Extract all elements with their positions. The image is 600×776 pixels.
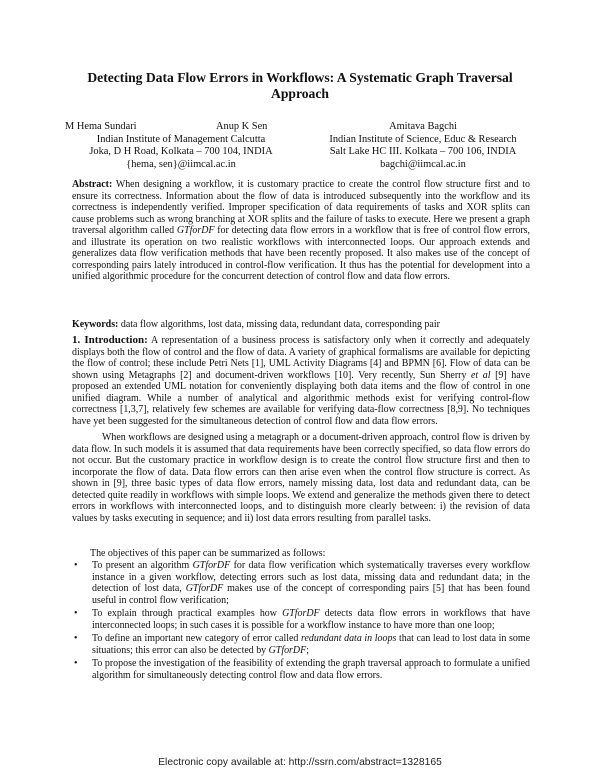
author-affiliation-iiser: Indian Institute of Science, Educ & Research [329, 133, 517, 145]
objective-3-text-b: that can lead to lost data in some situations; this error can also be detected by [92, 633, 531, 656]
author-group-iiser [298, 121, 548, 171]
introduction-paragraph [72, 335, 530, 427]
author-name-sen: Anup K Sen [216, 121, 268, 132]
objective-2-text-a: To explain through practical examples how [92, 608, 283, 620]
objective-2-text-b: detects data flow errors in workflows that have interconnected loops; in such cases it is possible for a workflow instance to have more than one loop; [92, 608, 530, 631]
second-paragraph: When workflows are designed using a metagraph or a document-driven approach, control flow is driven by data flow. In such models it is assumed that data requirements have been correctly specified, so data flow errors do not occur. But the customary practice in workflow design is to create the control flow structure first and then to incorporate the flow of data. Data flow errors can then arise even when the control flow structure is correct. As shown in [9], three basic types of data flow errors, namely missing data, lost data and redundant data, can be detected quite readily in workflows with simple loops. We extend and generalize the methods given there to detect errors in workflows with interconnected loops, and to distinguish more clearly between: i) the revision of data values by tasks executing in sequence; and ii) lost data errors resulting from parallel tasks. [72, 432, 530, 524]
author-group-iim [56, 121, 306, 171]
intro-text-2: [9] have proposed an extended UML notation for conveniently displaying both data items and the flow of control in one unified diagram. While a number of analytical and algorithmic methods exist for verifying control-flow correctness [1,3,7], relatively few schemes are available for verifying data-flow correctness [8,9]. No techniques have yet been suggested for the simultaneous detection of control flow and data flow errors. [72, 369, 530, 427]
objective-item-1 [72, 560, 530, 606]
keywords-text: data flow algorithms, lost data, missing data, redundant data, corresponding pair [118, 319, 440, 330]
objective-1-algo-2: GTforDF [185, 583, 224, 595]
abstract-algorithm-name: GTforDF [176, 225, 215, 237]
author-email-iiser: bagchi@iimcal.ac.in [380, 158, 466, 170]
objectives-intro: The objectives of this paper can be summarized as follows: [90, 548, 326, 559]
abstract-text-1: When designing a workflow, it is customary practice to create the control flow structure first and to ensure its correctness. Information about the flow of data is introduced subsequently into the workflow and its correctness is independently verified. Improper specification of data requirements of tasks and XOR splits can cause problems such as wrong branching at XOR splits and the failure of tasks to execute. Here we present a graph traversal algorithm called [72, 179, 530, 237]
bullet-icon: • [74, 560, 78, 571]
objective-1-text-c: makes use of the concept of corresponding pairs [5] that has been found useful in control flow verification; [92, 583, 530, 606]
keywords-label: Keywords: [72, 319, 119, 330]
section-heading-introduction: 1. Introduction: [72, 334, 148, 346]
author-name-sundari: M Hema Sundari [65, 121, 137, 132]
abstract [72, 179, 530, 283]
title-line-1: Detecting Data Flow Errors in Workflows: A Systematic Graph Traversal [87, 70, 513, 85]
objectives-list [72, 560, 530, 683]
objective-1-algo-1: GTforDF [192, 560, 231, 571]
objective-3-algo: GTforDF [268, 644, 307, 656]
objective-2-algo: GTforDF [282, 608, 320, 620]
author-address-iiser: Salt Lake HC III. Kolkata – 700 106, INDIA [329, 146, 517, 157]
author-email-iim: {hema, sen}@iimcal.ac.in [126, 158, 236, 170]
objective-3-term: redundant data in loops [301, 633, 397, 645]
bullet-icon: • [74, 658, 78, 670]
objective-3-text-a: To define an important new category of error called [92, 633, 301, 645]
author-affiliation-iim: Indian Institute of Management Calcutta [96, 133, 266, 145]
intro-etal: et al [471, 369, 491, 381]
author-address-iim: Joka, D H Road, Kolkata – 700 104, INDIA [89, 146, 273, 157]
objective-item-3 [72, 633, 530, 656]
objective-3-text-c: ; [306, 644, 309, 656]
abstract-label: Abstract: [72, 179, 113, 190]
bullet-icon: • [74, 608, 78, 620]
objective-4-text-a: To propose the investigation of the feasibility of extending the graph traversal approach to formulate a unified algorithm for simultaneously detecting control flow and data flow errors. [92, 658, 530, 681]
ssrn-footer: Electronic copy available at: http://ssrn.com/abstract=1328165 [158, 757, 442, 768]
intro-text-1: A representation of a business process is satisfactory only when it correctly and adequately displays both the flow of control and the flow of data. A variety of graphical formalisms are available for depicting the flow of control; these include Petri Nets [1], UML Activity Diagrams [4] and BPMN [6]. Flow of data can be shown using Metagraphs [2] and document-driven workflows [10]. Very recently, Sun Sherry [72, 335, 530, 381]
abstract-text-2: for detecting data flow errors in a workflow that is free of control flow errors, and illustrate its operation on two realistic workflows with interconnected loops. Our approach extends and generalizes data flow verification methods that have been recently proposed. It also makes use of the concept of corresponding pairs lately introduced in control-flow verification. It thus has the potential for development into a unified algorithmic procedure for the concurrent detection of control flow and data flow errors. [72, 225, 531, 283]
author-block [0, 121, 600, 177]
objective-1-text-a: To present an algorithm [92, 560, 193, 571]
objective-1-text-b: for data flow verification which systematically traverses every workflow instance in a given workflow, detecting errors such as lost data, missing data and redundant data; in the detection of lost data, [92, 560, 531, 595]
paper-title [0, 70, 600, 102]
author-name-bagchi: Amitava Bagchi [389, 121, 457, 132]
objective-item-4 [72, 658, 530, 681]
bullet-icon: • [74, 633, 78, 645]
title-line-2: Approach [271, 86, 329, 101]
keywords [72, 319, 530, 331]
objective-item-2 [72, 608, 530, 631]
